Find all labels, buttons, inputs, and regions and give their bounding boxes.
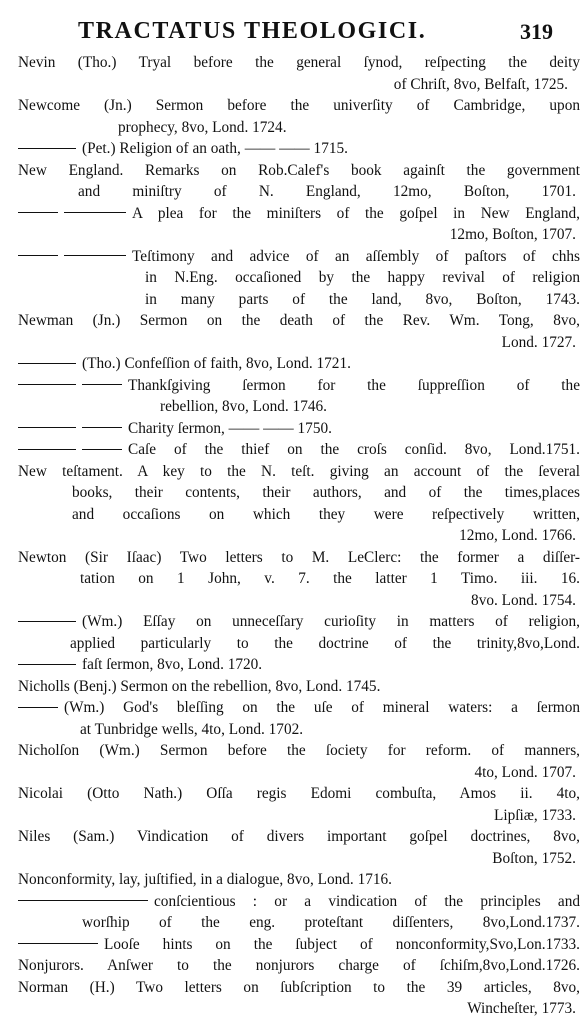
bibliography-entry <box>0 246 588 311</box>
entry-line <box>18 461 580 483</box>
entry-text: Wincheſter, 1773. <box>467 1000 576 1017</box>
entry-line <box>18 203 580 225</box>
entry-text: Newton (Sir Iſaac) Two letters to M. LeClerc: the former a diſſer- <box>18 548 580 566</box>
entry-line <box>18 138 580 160</box>
entry-text: Niles (Sam.) Vindication of divers important goſpel doctrines, 8vo, <box>18 828 580 845</box>
entry-text: Newcome (Jn.) Sermon before the univerſity of Cambridge, upon <box>18 97 580 114</box>
entry-line <box>18 246 580 268</box>
bibliography-entry <box>0 826 588 869</box>
page-number: 319 <box>520 19 553 44</box>
entry-line <box>480 332 576 354</box>
entry-text: applied particularly to the doctrine of the trinity,8vo,Lond. <box>70 634 580 652</box>
ditto-rule <box>18 375 128 397</box>
bibliography-entry <box>0 203 588 246</box>
entry-text: 12mo, Lond. 1766. <box>459 527 576 544</box>
entry-line <box>18 740 580 762</box>
bibliography-entry <box>0 891 588 934</box>
bibliography-entry <box>0 676 588 698</box>
entry-line <box>18 869 580 891</box>
entry-text: Looſe hints on the ſubject of nonconformity,Svo,Lon.1733. <box>104 935 580 953</box>
entry-text: 12mo, Boſton, 1707. <box>449 226 576 243</box>
entry-text: faſt ſermon, 8vo, Lond. 1720. <box>82 656 263 673</box>
entry-line <box>105 74 568 96</box>
entry-text: Boſton, 1752. <box>492 849 576 867</box>
entry-text: in N.Eng. occaſioned by the happy revival of religion <box>145 269 580 286</box>
bibliography-entry <box>0 160 588 203</box>
entry-line <box>18 697 580 719</box>
entry-text: Teſtimony and advice of an aſſembly of paſtors of chhs <box>132 247 580 265</box>
entry-line <box>18 676 580 698</box>
ditto-rule <box>18 654 82 676</box>
entry-text: Norman (H.) Two letters on ſubſcription to the 39 articles, 8vo, <box>18 978 580 996</box>
entry-line <box>18 611 580 633</box>
entry-text: in many parts of the land, 8vo, Boſton, 1743. <box>145 290 580 308</box>
entry-line <box>145 289 580 311</box>
bibliography-entry <box>0 418 588 440</box>
entry-text: and occaſions on which they were reſpectively written, <box>72 505 580 523</box>
entry-line <box>18 52 580 74</box>
entry-text: Caſe of the thief on the croſs conſid. 8vo, Lond.1751. <box>128 441 580 458</box>
bibliography-entry <box>0 461 588 547</box>
bibliography-entry <box>0 375 588 418</box>
entry-line <box>18 95 580 117</box>
bibliography-entry <box>0 740 588 783</box>
ditto-rule <box>18 439 128 461</box>
entry-line <box>400 805 576 827</box>
entry-text: Charity ſermon, —— —— 1750. <box>128 419 332 437</box>
entry-line <box>18 654 580 676</box>
ditto-rule <box>18 934 104 956</box>
entry-line <box>78 181 576 203</box>
entry-line <box>18 955 580 977</box>
running-title: TRACTATUS THEOLOGICI. <box>78 18 427 44</box>
entry-line <box>18 353 580 375</box>
entry-line <box>400 762 576 784</box>
entry-line <box>18 418 580 440</box>
entry-text: books, their contents, their authors, and of the times,places <box>72 484 580 501</box>
bibliography-entry <box>0 138 588 160</box>
entry-text: Nicholſon (Wm.) Sermon before the ſociety for reform. of manners, <box>18 742 580 759</box>
entry-text: and miniſtry of N. England, 12mo, Boſton, 1701. <box>78 183 576 200</box>
bibliography-entry <box>0 547 588 612</box>
entry-text: Nevin (Tho.) Tryal before the general ſynod, reſpecting the deity <box>18 54 580 71</box>
ditto-rule <box>18 246 132 268</box>
entry-text: tation on 1 John, v. 7. the latter 1 Timo. iii. 16. <box>80 570 580 587</box>
entry-line <box>72 504 580 526</box>
bibliography-entry <box>0 439 588 461</box>
ditto-rule <box>18 611 82 633</box>
entry-line <box>400 848 576 870</box>
ditto-rule <box>18 138 82 160</box>
entry-text: worſhip of the eng. proteſtant diſſenters, 8vo,Lond.1737. <box>82 914 580 931</box>
bibliography-entries <box>0 52 588 1020</box>
entry-text: 8vo. Lond. 1754. <box>471 591 576 609</box>
bibliography-entry <box>0 611 588 654</box>
entry-text: Nicholls (Benj.) Sermon on the rebellion, 8vo, Lond. 1745. <box>18 677 381 695</box>
entry-text: at Tunbridge wells, 4to, Lond. 1702. <box>80 720 304 738</box>
bibliography-entry <box>0 869 588 891</box>
bibliography-entry <box>0 95 588 138</box>
entry-text: (Wm.) Eſſay on unneceſſary curioſity in matters of religion, <box>82 613 580 630</box>
entry-text: Lond. 1727. <box>501 333 576 351</box>
entry-line <box>18 160 580 182</box>
entry-line <box>82 912 580 934</box>
entry-text: prophecy, 8vo, Lond. 1724. <box>118 118 287 136</box>
entry-text: Thankſgiving ſermon for the ſuppreſſion of the <box>128 376 580 394</box>
entry-line <box>118 117 488 139</box>
ditto-rule <box>18 353 82 375</box>
entry-line <box>18 934 580 956</box>
entry-text: New teſtament. A key to the N. teſt. giving an account of the ſeveral <box>18 462 580 480</box>
entry-line <box>400 224 576 246</box>
entry-text: A plea for the miniſters of the goſpel in New England, <box>132 204 580 222</box>
entry-line <box>160 396 580 418</box>
entry-line <box>400 998 576 1020</box>
entry-text: Nicolai (Otto Nath.) Oſſa regis Edomi combuſta, Amos ii. 4to, <box>18 785 580 802</box>
entry-text: New England. Remarks on Rob.Calef's book againſt the government <box>18 161 580 179</box>
bibliography-entry <box>0 310 588 353</box>
entry-text: Nonjurors. Anſwer to the nonjurors charge of ſchiſm,8vo,Lond.1726. <box>18 957 580 974</box>
running-header <box>0 18 588 50</box>
ditto-rule <box>18 203 132 225</box>
entry-text: (Wm.) God's bleſſing on the uſe of mineral waters: a ſermon <box>64 699 580 716</box>
bibliography-entry <box>0 353 588 375</box>
entry-line <box>18 310 580 332</box>
bibliography-entry <box>0 783 588 826</box>
bibliography-entry <box>0 697 588 740</box>
entry-text: rebellion, 8vo, Lond. 1746. <box>160 398 327 415</box>
entry-line <box>18 783 580 805</box>
bibliography-entry <box>0 654 588 676</box>
entry-line <box>18 439 580 461</box>
ditto-rule <box>18 891 154 913</box>
ditto-rule <box>18 697 64 719</box>
entry-line <box>18 891 580 913</box>
entry-line <box>18 375 580 397</box>
entry-text: (Pet.) Religion of an oath, —— —— 1715. <box>82 140 348 157</box>
entry-line <box>70 633 580 655</box>
entry-line <box>400 590 576 612</box>
bibliography-entry <box>0 934 588 956</box>
bibliography-entry <box>0 52 588 95</box>
entry-line <box>145 267 580 289</box>
bibliography-entry <box>0 955 588 977</box>
entry-line <box>80 568 580 590</box>
entry-text: Lipſiæ, 1733. <box>493 806 576 824</box>
bibliography-entry <box>0 977 588 1020</box>
entry-text: (Tho.) Confeſſion of faith, 8vo, Lond. 1721. <box>82 355 351 372</box>
entry-line <box>18 826 580 848</box>
entry-text: 4to, Lond. 1707. <box>474 763 576 781</box>
entry-text: of Chriſt, 8vo, Belfaſt, 1725. <box>393 75 568 93</box>
entry-line <box>18 977 580 999</box>
entry-text: conſcientious : or a vindication of the principles and <box>154 892 580 910</box>
entry-line <box>72 482 580 504</box>
entry-text: Nonconformity, lay, juſtified, in a dialogue, 8vo, Lond. 1716. <box>18 871 392 888</box>
entry-text: Newman (Jn.) Sermon on the death of the Rev. Wm. Tong, 8vo, <box>18 312 580 329</box>
entry-line <box>18 547 580 569</box>
entry-line <box>80 719 580 741</box>
ditto-rule <box>18 418 128 440</box>
entry-line <box>400 525 576 547</box>
